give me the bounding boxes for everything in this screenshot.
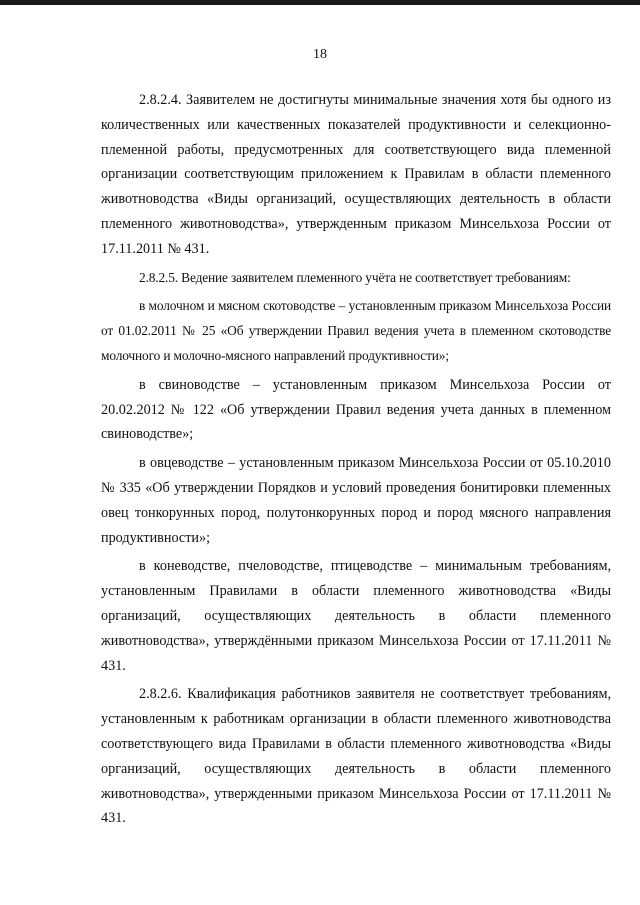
page-number: 18 [313, 47, 327, 62]
paragraph-pig-breeding: в свиноводстве – установленным приказом Минсельхоза России от 20.02.2012 № 122 «Об утверждении Правил ведения учета данных в племенном свиноводстве»; [101, 376, 611, 443]
document-body [101, 88, 611, 835]
paragraph-cattle-breeding: в молочном и мясном скотоводстве – установленным приказом Минсельхоза России от 01.02.2011 № 25 «Об утверждении Правил ведения учета в племенном скотоводстве молочного и молочно-мясного направлений продуктивности»; [101, 298, 611, 363]
paragraph-horse-bee-poultry: в коневодстве, пчеловодстве, птицеводстве – минимальным требованиям, установленным Правилами в области племенного животноводства «Виды организаций, осуществляющих деятельность в области племенного животноводства», утверждёнными приказом Минсельхоза России от 17.11.2011 № 431. [101, 558, 611, 674]
paragraph-2-8-2-5: 2.8.2.5. Ведение заявителем племенного учёта не соответствует требованиям: [139, 269, 571, 285]
top-border-rule [0, 0, 640, 5]
paragraph-sheep-breeding: в овцеводстве – установленным приказом Минсельхоза России от 05.10.2010 № 335 «Об утверждении Порядков и условий проведения бонитировки племенных овец тонкорунных пород, полутонкорунных пород и пород мясного направления продуктивности»; [101, 455, 611, 546]
paragraph-2-8-2-6: 2.8.2.6. Квалификация работников заявителя не соответствует требованиям, установленным к работникам организации в области племенного животноводства соответствующего вида Правилами в области племенного животноводства «Виды организаций, осуществляющих деятельность в области племенного животноводства», утвержденными приказом Минсельхоза России от 17.11.2011 № 431. [101, 686, 611, 827]
paragraph-2-8-2-4: 2.8.2.4. Заявителем не достигнуты минимальные значения хотя бы одного из количественных или качественных показателей продуктивности и селекционно-племенной работы, предусмотренных для соответствующего вида племенной организации соответствующим приложением к Правилам в области племенного животноводства «Виды организаций, осуществляющих деятельность в области племенного животноводства», утвержденным приказом Минсельхоза России от 17.11.2011 № 431. [101, 92, 611, 257]
